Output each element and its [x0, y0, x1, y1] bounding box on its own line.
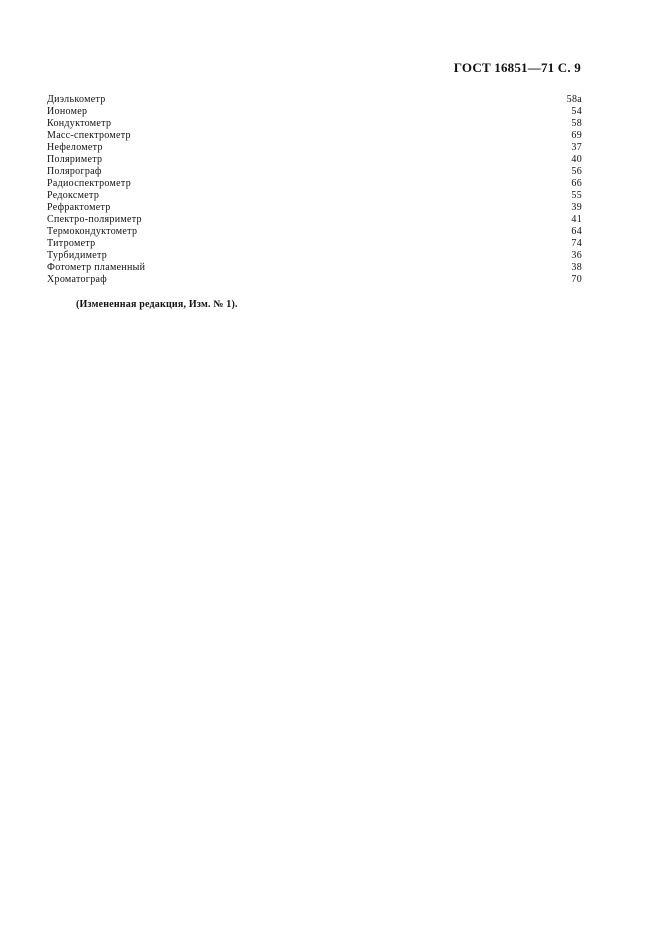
index-row: [47, 178, 582, 190]
index-page-number: 37: [571, 142, 582, 153]
index-page-number: 40: [571, 154, 582, 165]
index-row: [47, 142, 582, 154]
index-term: Полярограф: [47, 166, 102, 177]
index-row: [47, 190, 582, 202]
index-term: Титрометр: [47, 238, 96, 249]
index-page-number: 55: [571, 190, 582, 201]
index-row: [47, 226, 582, 238]
index-page-number: 39: [571, 202, 582, 213]
index-term: Кондуктометр: [47, 118, 112, 129]
index-term: Нефелометр: [47, 142, 103, 153]
index-page-number: 36: [571, 250, 582, 261]
index-term: Спектро-поляриметр: [47, 214, 142, 225]
index-term: Хроматограф: [47, 274, 108, 285]
index-row: [47, 274, 582, 286]
index-term: Фотометр пламенный: [47, 262, 146, 273]
instrument-index-list: [47, 94, 582, 286]
index-row: [47, 130, 582, 142]
index-term: Турбидиметр: [47, 250, 108, 261]
index-page-number: 54: [571, 106, 582, 117]
index-row: [47, 94, 582, 106]
index-term: Масс-спектрометр: [47, 130, 131, 141]
index-page-number: 38: [571, 262, 582, 273]
index-term: Иономер: [47, 106, 88, 117]
index-page-number: 56: [571, 166, 582, 177]
index-term: Рефрактометр: [47, 202, 111, 213]
index-term: Поляриметр: [47, 154, 103, 165]
page-header: ГОСТ 16851—71 С. 9: [453, 60, 581, 75]
index-page-number: 66: [571, 178, 582, 189]
revision-note: (Измененная редакция, Изм. № 1).: [76, 299, 238, 310]
index-term: Диэлькометр: [47, 94, 106, 105]
index-term: Радиоспектрометр: [47, 178, 132, 189]
index-row: [47, 106, 582, 118]
index-page-number: 74: [571, 238, 582, 249]
index-page-number: 70: [571, 274, 582, 285]
index-row: [47, 118, 582, 130]
index-row: [47, 214, 582, 226]
index-term: Редоксметр: [47, 190, 100, 201]
index-page-number: 41: [571, 214, 582, 225]
index-page-number: 58а: [566, 94, 582, 105]
index-row: [47, 166, 582, 178]
index-row: [47, 202, 582, 214]
index-term: Термокондуктометр: [47, 226, 138, 237]
index-page-number: 58: [571, 118, 582, 129]
index-row: [47, 250, 582, 262]
index-page-number: 64: [571, 226, 582, 237]
index-row: [47, 238, 582, 250]
index-row: [47, 262, 582, 274]
index-page-number: 69: [571, 130, 582, 141]
index-row: [47, 154, 582, 166]
